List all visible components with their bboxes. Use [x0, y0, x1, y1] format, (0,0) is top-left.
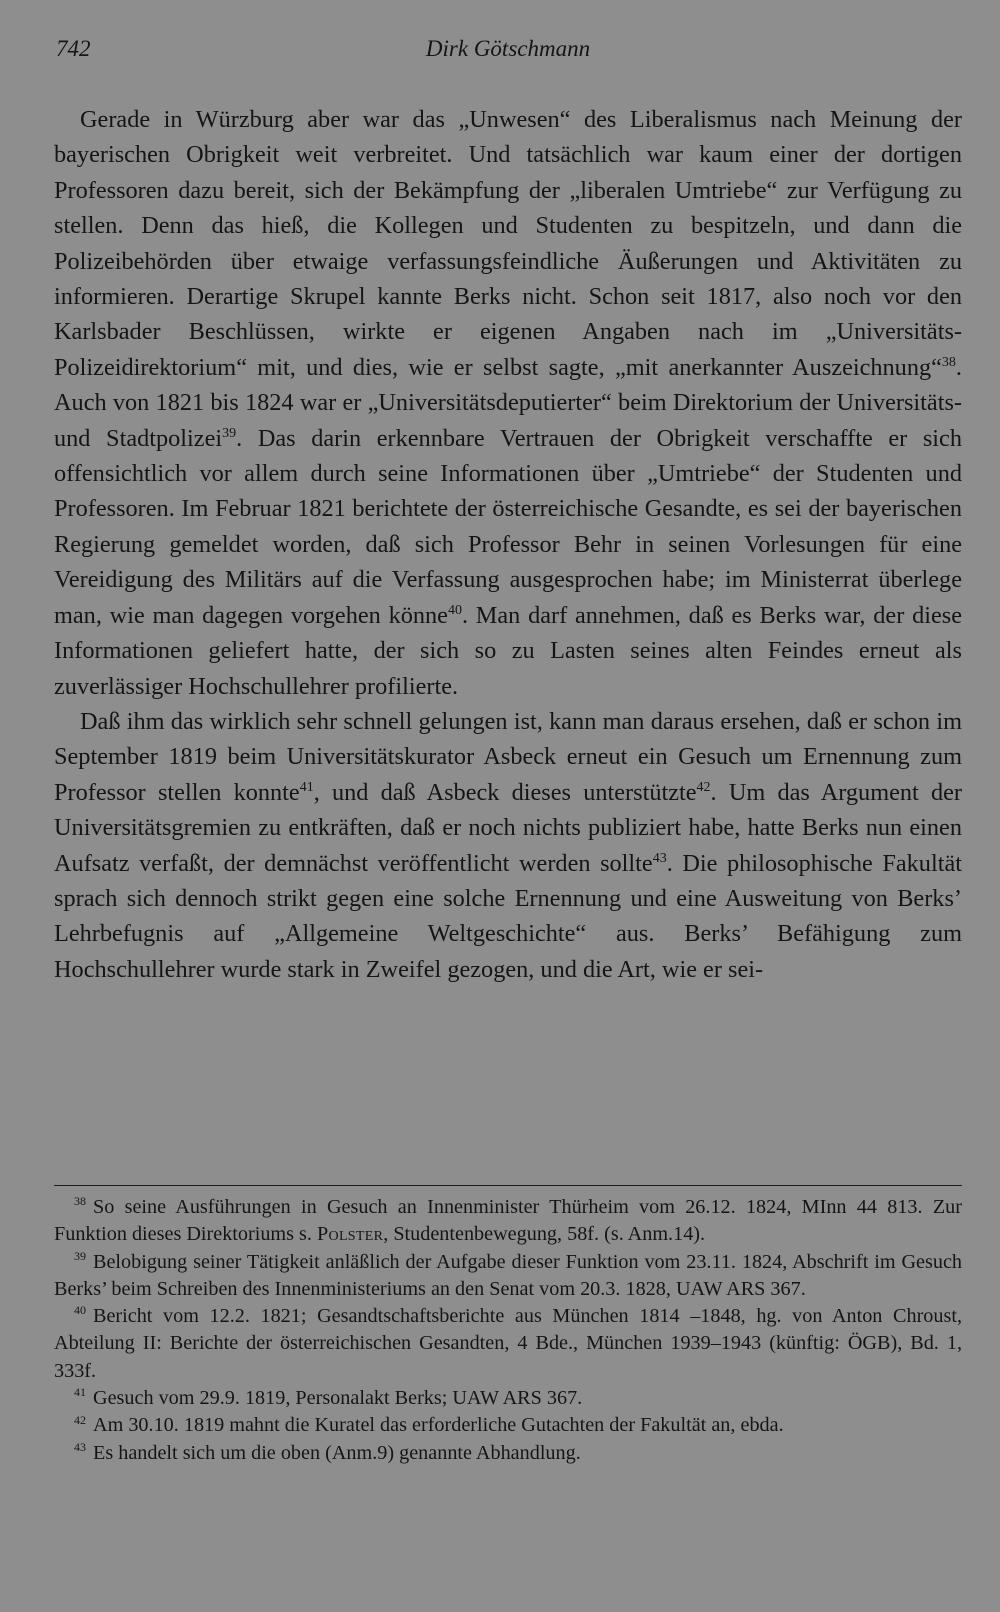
paragraph-text: , und daß Asbeck dieses unterstützte	[313, 778, 697, 806]
paragraph-text: Gerade in Würzburg aber war das „Unwesen“ des Liberalismus nach Meinung der bayerischen Obrigkeit weit verbreitet. Und tatsächlich war kaum einer der dortigen Professoren dazu bereit, sich der Bekämpfung der „liberalen Umtriebe“ zur Verfügung zu stellen. Denn das hieß, die Kollegen und Studenten zu bespitzeln, und dann die Polizeibehörden über etwaige verfassungsfeindliche Äußerungen und Aktivitäten zu informieren. Derartige Skrupel kannte Berks nicht. Schon seit 1817, also noch vor den Karlsbader Beschlüssen, wirkte er eigenen Angaben nach im „Universitäts-Polizeidirektorium“ mit, und dies, wie er selbst sagte, „mit anerkannter Auszeichnung“	[54, 106, 962, 381]
paragraph-text: . Um das Argument der Universitätsgremien zu entkräften, daß er noch nichts publiziert habe, hatte Berks nun einen Aufsatz verfaßt, der demnächst veröffentlicht werden sollte	[54, 778, 962, 877]
footnote-ref-42[interactable]: 42	[696, 779, 711, 795]
paragraph-text: . Die philosophische Fakultät sprach sich dennoch strikt gegen eine solche Ernennung und eine Ausweitung von Berks’ Lehrbefugnis auf „Allgemeine Weltgeschichte“ aus. Berks’ Befähigung zum Hochschullehrer wurde stark in Zweifel gezogen, und die Art, wie er sei-	[54, 849, 962, 983]
footnote-number: 43	[74, 1439, 86, 1454]
footnotes	[54, 1194, 962, 1467]
footnote-divider	[54, 1185, 962, 1186]
footnote-text: Gesuch vom 29.9. 1819, Personalakt Berks; UAW ARS 367.	[93, 1387, 583, 1410]
footnote-ref-40[interactable]: 40	[447, 602, 462, 618]
footnote-text: Am 30.10. 1819 mahnt die Kuratel das erforderliche Gutachten der Fakultät an, ebda.	[93, 1414, 784, 1437]
footnote-41	[54, 1385, 962, 1412]
footnote-text: , Studentenbewegung, 58f. (s. Anm.14).	[383, 1223, 706, 1246]
footnote-ref-41[interactable]: 41	[299, 779, 314, 795]
page-header	[54, 36, 962, 70]
footnote-number: 38	[74, 1194, 86, 1209]
main-text	[54, 102, 962, 987]
footnote-text: Bericht vom 12.2. 1821; Gesandtschaftsberichte aus München 1814 –1848, hg. von Anton Chroust, Abteilung II: Berichte der österreichischen Gesandten, 4 Bde., München 1939–1943 (künftig: ÖGB), Bd. 1, 333f.	[54, 1305, 962, 1382]
footnote-43	[54, 1440, 962, 1467]
paragraph-2	[54, 704, 962, 987]
footnote-ref-38[interactable]: 38	[941, 354, 956, 370]
footnote-number: 42	[74, 1412, 86, 1427]
footnote-42	[54, 1412, 962, 1439]
author-name: Polster	[317, 1223, 384, 1246]
paragraph-text: . Man darf annehmen, daß es Berks war, der diese Informationen geliefert hatte, der sich so zu Lasten seines alten Feindes erneut als zuverlässiger Hochschullehrer profilierte.	[54, 601, 962, 700]
page-number: 742	[56, 36, 91, 61]
footnote-text: Belobigung seiner Tätigkeit anläßlich der Aufgabe dieser Funktion vom 23.11. 1824, Abschrift im Gesuch Berks’ beim Schreiben des Innenministeriums an den Senat vom 20.3. 1828, UAW ARS 367.	[54, 1250, 962, 1300]
footnote-text: So seine Ausführungen in Gesuch an Innenminister Thürheim vom 26.12. 1824, MInn 44 813. Zur Funktion dieses Direktoriums s.	[54, 1196, 962, 1246]
footnote-40	[54, 1303, 962, 1385]
footnote-number: 39	[74, 1248, 86, 1263]
running-head: Dirk Götschmann	[425, 36, 591, 61]
paragraph-text: . Auch von 1821 bis 1824 war er „Universitätsdeputierter“ beim Direktorium der Universitäts- und Stadtpolizei	[54, 353, 962, 452]
footnote-38	[54, 1194, 962, 1249]
footnote-text: Es handelt sich um die oben (Anm.9) genannte Abhandlung.	[93, 1441, 581, 1464]
paragraph-text: Daß ihm das wirklich sehr schnell gelungen ist, kann man daraus ersehen, daß er schon im September 1819 beim Universitätskurator Asbeck erneut ein Gesuch um Ernennung zum Professor stellen konnte	[54, 707, 962, 806]
footnote-number: 41	[74, 1385, 86, 1400]
paragraph-1	[54, 102, 962, 704]
footnote-ref-43[interactable]: 43	[652, 850, 667, 866]
book-page	[54, 0, 962, 1612]
footnote-39	[54, 1249, 962, 1304]
paragraph-text: . Das darin erkennbare Vertrauen der Obrigkeit verschaffte er sich offensichtlich vor allem durch seine Informationen über „Umtriebe“ der Studenten und Professoren. Im Februar 1821 berichtete der österreichische Gesandte, es sei der bayerischen Regierung gemeldet worden, daß sich Professor Behr in seinen Vorlesungen für eine Vereidigung des Militärs auf die Verfassung ausgesprochen habe; im Ministerrat überlege man, wie man dagegen vorgehen könne	[54, 424, 962, 629]
footnote-ref-39[interactable]: 39	[222, 425, 237, 441]
footnote-number: 40	[74, 1303, 86, 1318]
